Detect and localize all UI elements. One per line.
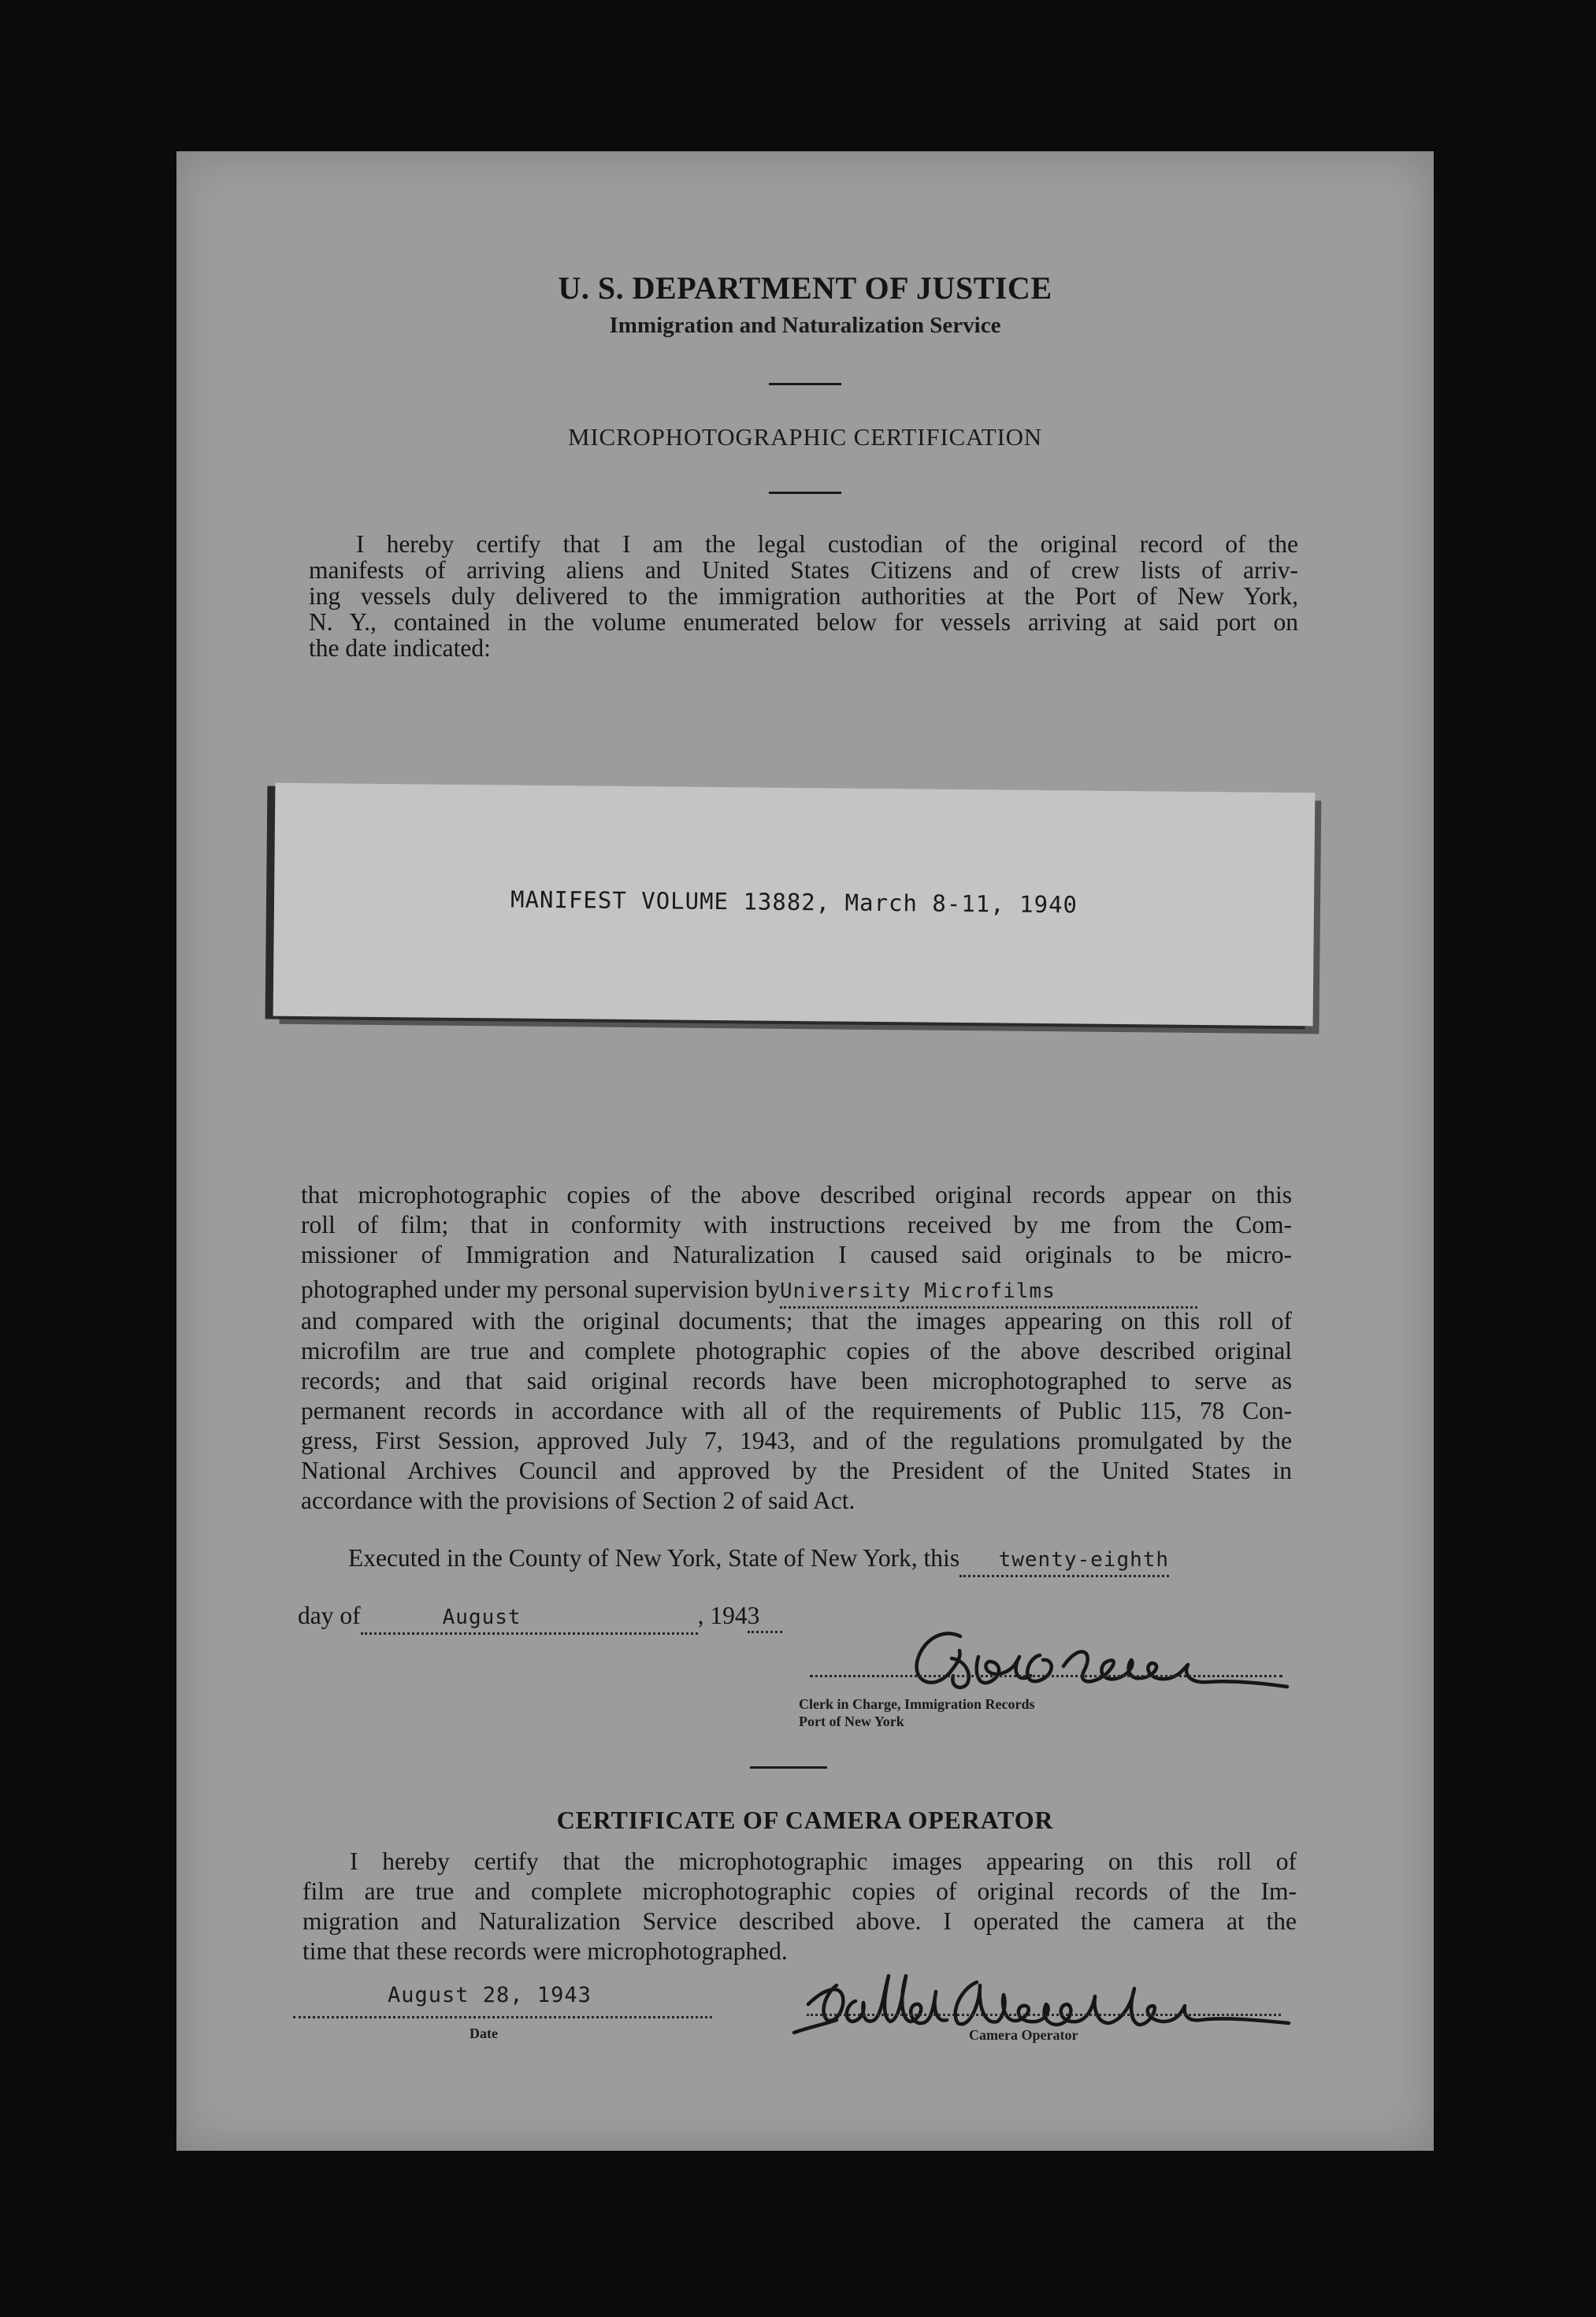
body-line: missioner of Immigration and Naturalization I caused said originals to be micro- xyxy=(301,1241,1292,1268)
camera-operator-line xyxy=(807,2014,1281,2016)
divider-camera xyxy=(750,1766,827,1769)
camera-date-label: Date xyxy=(470,2026,498,2041)
volume-slip xyxy=(273,783,1316,1027)
camera-date-line xyxy=(293,2016,712,2018)
clerk-title-line2: Port of New York xyxy=(799,1714,904,1729)
body-line: records; and that said original records have been microphotographed to serve as xyxy=(301,1367,1292,1394)
camera-line: time that these records were microphotographed. xyxy=(302,1937,788,1965)
body-line: and compared with the original documents; that the images appearing on this roll of xyxy=(301,1307,1292,1335)
year-prefix: , 194 xyxy=(697,1602,748,1629)
body-paragraph xyxy=(301,1180,1292,1516)
clerk-signature-line xyxy=(810,1675,1282,1677)
body-line: gress, First Session, approved July 7, 1943, and of the regulations promulgated by the xyxy=(301,1427,1292,1454)
camera-date-value: August 28, 1943 xyxy=(388,1983,592,2007)
camera-paragraph xyxy=(302,1847,1297,1966)
camera-line: film are true and complete microphotographic copies of original records of the Im- xyxy=(302,1877,1297,1905)
executed-day-value: twenty-eighth xyxy=(998,1548,1170,1572)
month-value: August xyxy=(442,1606,521,1629)
intro-line: the date indicated: xyxy=(309,634,491,662)
camera-operator-label: Camera Operator xyxy=(969,2027,1078,2043)
clerk-title-line1: Clerk in Charge, Immigration Records xyxy=(799,1696,1035,1712)
month-fill xyxy=(361,1601,698,1635)
camera-heading: CERTIFICATE OF CAMERA OPERATOR xyxy=(556,1806,1054,1834)
executed-prefix: Executed in the County of New York, State of New York, this xyxy=(348,1544,960,1572)
body-line: roll of film; that in conformity with instructions received by me from the Com- xyxy=(301,1211,1292,1238)
clerk-signature xyxy=(885,1611,1295,1706)
body-line: accordance with the provisions of Section 2 of said Act. xyxy=(301,1487,856,1514)
supervision-fill xyxy=(780,1275,1197,1309)
body-line: permanent records in accordance with all of the requirements of Public 115, 78 Con- xyxy=(301,1397,1292,1424)
agency-subheading: Immigration and Naturalization Service xyxy=(609,313,1001,338)
body-line: that microphotographic copies of the above described original records appear on this xyxy=(301,1181,1292,1209)
camera-line: I hereby certify that the microphotographic images appearing on this roll of xyxy=(350,1847,1297,1875)
certificate-page xyxy=(176,151,1434,2151)
department-heading: U. S. DEPARTMENT OF JUSTICE xyxy=(558,270,1052,306)
camera-line: migration and Naturalization Service described above. I operated the camera at the xyxy=(302,1907,1297,1935)
clerk-title xyxy=(799,1695,1034,1730)
supervision-prefix: photographed under my personal supervision by xyxy=(301,1275,781,1303)
day-of-label: day of xyxy=(298,1602,361,1629)
certification-title: MICROPHOTOGRAPHIC CERTIFICATION xyxy=(568,423,1042,451)
intro-line: N. Y., contained in the volume enumerated below for vessels arriving at said port on xyxy=(309,608,1298,636)
year-fill xyxy=(748,1601,782,1633)
intro-line: manifests of arriving aliens and United States Citizens and of crew lists of arriv- xyxy=(309,556,1298,584)
intro-line: I hereby certify that I am the legal custodian of the original record of the xyxy=(356,530,1298,558)
supervision-line xyxy=(301,1275,1292,1306)
executed-line xyxy=(348,1543,1301,1577)
day-of-line xyxy=(298,1601,944,1635)
divider-top xyxy=(769,383,841,385)
intro-line: ing vessels duly delivered to the immigration authorities at the Port of New York, xyxy=(309,582,1298,610)
intro-paragraph xyxy=(309,531,1298,661)
manifest-volume-text: MANIFEST VOLUME 13882, March 8-11, 1940 xyxy=(510,886,1078,919)
executed-day-fill xyxy=(959,1543,1169,1577)
body-line: microfilm are true and complete photographic copies of the above described original xyxy=(301,1337,1292,1365)
year-value: 3 xyxy=(747,1602,760,1629)
divider-second xyxy=(769,492,841,494)
supervisor-name: University Microfilms xyxy=(780,1279,1056,1303)
body-line: National Archives Council and approved by the President of the United States in xyxy=(301,1457,1292,1484)
